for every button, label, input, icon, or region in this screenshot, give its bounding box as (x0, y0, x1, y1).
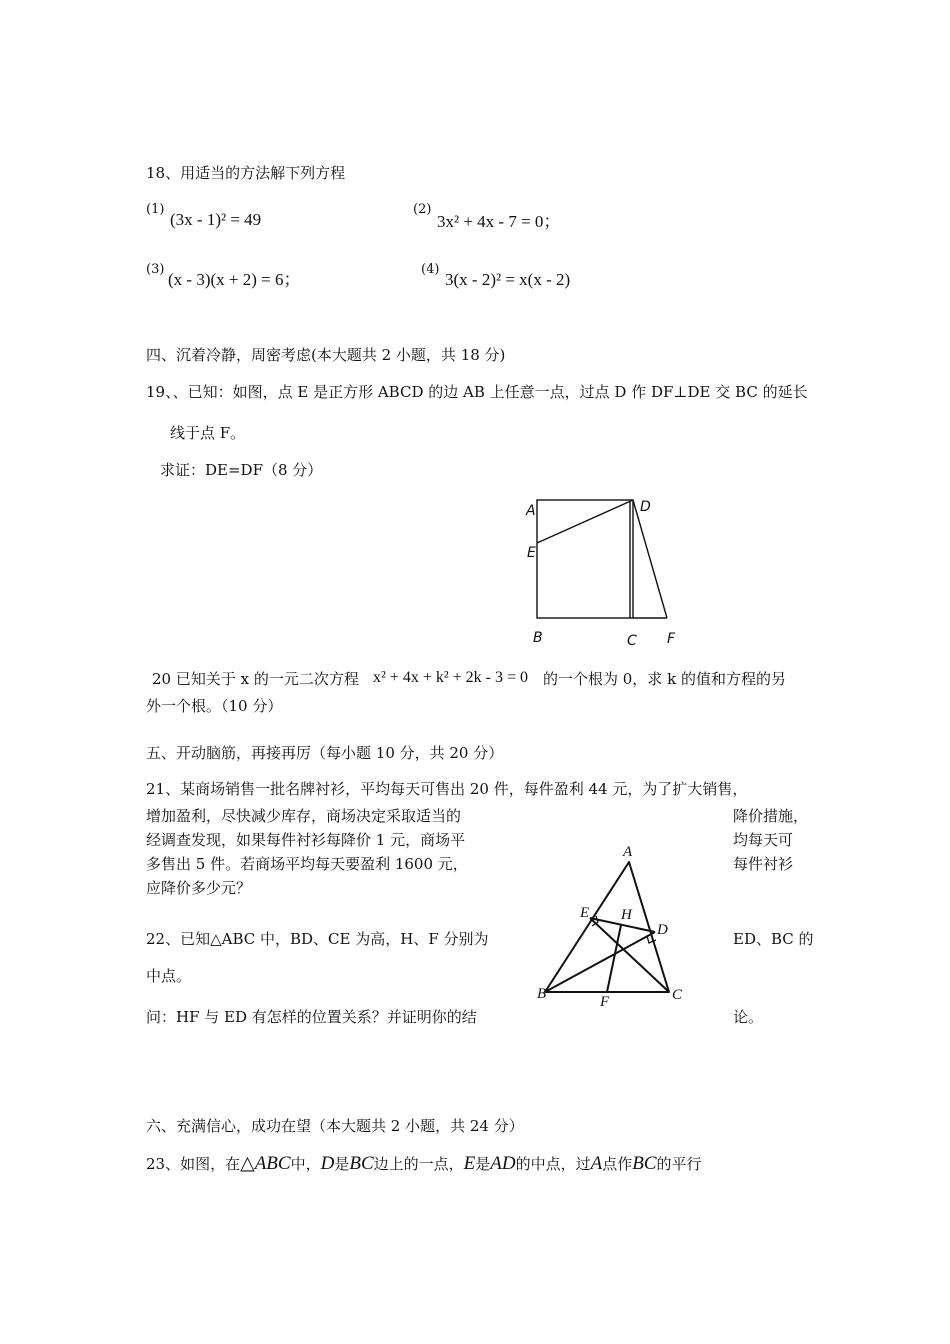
q21-line5: 应降价多少元？ (146, 879, 252, 897)
q22-line3-right: 论。 (733, 1008, 764, 1026)
fig22-label-b: B (537, 986, 547, 1002)
q20-equation: x² + 4x + k² + 2k - 3 = 0 (373, 669, 529, 686)
fig19-label-c: C (627, 633, 637, 649)
section4-title: 四、沉着冷静，周密考虑(本大题共 2 小题，共 18 分) (146, 346, 506, 364)
q22-line2: 中点。 (146, 967, 192, 985)
q23-p1: 23、如图，在 (146, 1155, 241, 1173)
segment-hf (607, 925, 621, 992)
q23-a: A (590, 1153, 603, 1174)
right-angle-mark-e (592, 916, 598, 926)
q23-bc: BC (349, 1153, 374, 1174)
q21-line3-left: 经调查发现，如果每件衬衫每降价 1 元，商场平 (146, 831, 466, 849)
q23-p2: 中， (290, 1155, 321, 1173)
q18-item4-num: (4) (421, 262, 440, 277)
fig19-label-e: E (527, 545, 536, 561)
q21-line4-left: 多售出 5 件。若商场平均每天要盈利 1600 元， (146, 855, 468, 873)
fig19-label-b: B (533, 630, 543, 646)
right-angle-mark-d (647, 936, 656, 943)
q18-title: 18、用适当的方法解下列方程 (146, 164, 346, 182)
q18-item2-expr: 3x² + 4x - 7 = 0； (437, 212, 561, 231)
fig22-label-e: E (580, 905, 590, 921)
q23-p3: 是 (334, 1155, 350, 1173)
fig22-label-h: H (621, 907, 632, 923)
q18-item4-expr: 3(x - 2)² = x(x - 2) (445, 270, 571, 289)
q23-p6: 的中点，过 (515, 1155, 591, 1173)
triangle-abc (545, 862, 669, 992)
q18-item1-num: (1) (146, 202, 165, 217)
q18-item1-expr: (3x - 1)² = 49 (170, 210, 262, 229)
altitude-bd (545, 932, 655, 992)
section6-title: 六、充满信心，成功在望（本大题共 2 小题，共 24 分） (146, 1117, 524, 1135)
q21-line2-left: 增加盈利，尽快减少库存，商场决定采取适当的 (146, 807, 462, 825)
section5-title: 五、开动脑筋，再接再厉（每小题 10 分，共 20 分） (146, 744, 504, 762)
q20-suffix: 的一个根为 0，求 k 的值和方程的另 (543, 670, 786, 688)
q19-line2: 线于点 F。 (170, 424, 246, 442)
q22-line3-left: 问：HF 与 ED 有怎样的位置关系？并证明你的结 (146, 1008, 477, 1026)
segment-de (537, 500, 633, 543)
segment-df (633, 500, 667, 618)
q21-line3-right: 均每天可 (733, 831, 794, 849)
q18-item3-num: (3) (146, 262, 165, 277)
q20-prefix: 20 已知关于 x 的一元二次方程 (152, 670, 359, 688)
q23-p7: 点作 (602, 1155, 633, 1173)
q18-item2-num: (2) (413, 202, 432, 217)
fig19-label-f: F (667, 631, 676, 647)
q21-line1: 21、某商场销售一批名牌衬衫，平均每天可售出 20 件，每件盈利 44 元，为了扩大销售， (146, 780, 748, 798)
q22-line1-right: ED、BC 的 (733, 930, 814, 948)
q23-bc-2: BC (632, 1153, 657, 1174)
fig22-label-a: A (623, 844, 633, 860)
q19-line3: 求证：DE=DF（8 分） (160, 461, 323, 479)
q22-line1-left: 22、已知△ABC 中，BD、CE 为高，H、F 分别为 (146, 930, 489, 948)
q23-d: D (320, 1153, 335, 1174)
fig22-label-d: D (657, 922, 668, 938)
q23-ad: AD (490, 1153, 516, 1174)
q19-line1: 19、、已知：如图，点 E 是正方形 ABCD 的边 AB 上任意一点，过点 D 作 DF⊥DE 交 BC 的延长 (146, 383, 808, 401)
fig19-label-d: D (640, 499, 651, 515)
q23-e: E (463, 1153, 476, 1174)
fig19-label-a: A (526, 503, 536, 519)
fig22-label-f: F (600, 994, 610, 1010)
q18-item3-expr: (x - 3)(x + 2) = 6； (168, 270, 301, 289)
q20-line2: 外一个根。（10 分） (146, 697, 283, 715)
q23-p4: 边上的一点， (373, 1155, 464, 1173)
square-abcd (537, 500, 633, 618)
q23-line1 (146, 1152, 702, 1176)
q21-line2-right: 降价措施， (733, 807, 809, 825)
q23-p8: 的平行 (656, 1155, 702, 1173)
q23-p5: 是 (475, 1155, 491, 1173)
q23-triangle-abc: △ABC (240, 1153, 291, 1174)
fig22-label-c: C (672, 987, 683, 1003)
q21-line4-right: 每件衬衫 (733, 855, 794, 873)
